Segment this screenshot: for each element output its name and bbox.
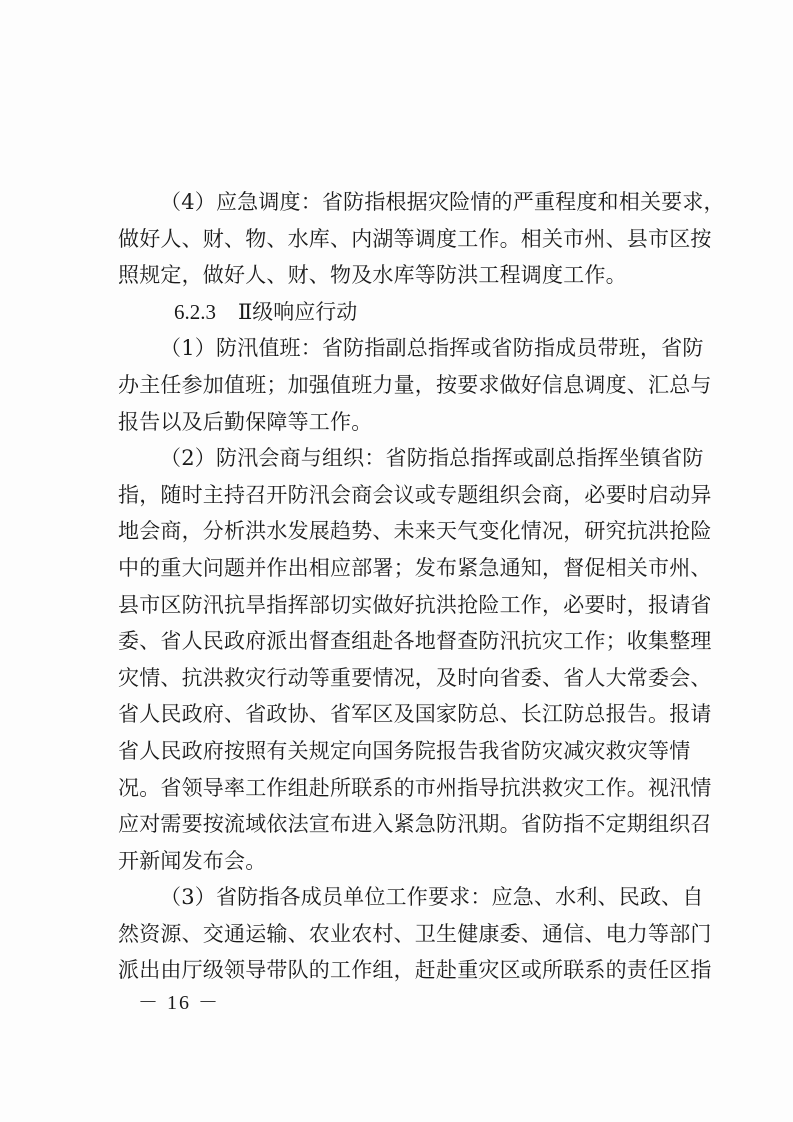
paragraph-line: 中的重大问题并作出相应部署；发布紧急通知，督促相关市州、 bbox=[118, 555, 712, 580]
paragraph-line: 照规定，做好人、财、物及水库等防洪工程调度工作。 bbox=[118, 263, 627, 288]
section-heading bbox=[118, 294, 688, 331]
paragraph-line: 况。省领导率工作组赴所联系的市州指导抗洪救灾工作。视汛情 bbox=[118, 775, 712, 800]
paragraph-line: 办主任参加值班；加强值班力量，按要求做好信息调度、汇总与 bbox=[118, 372, 712, 397]
page-number: － 16 － bbox=[138, 992, 220, 1014]
paragraph-line: 报告以及后勤保障等工作。 bbox=[118, 409, 373, 434]
document-body bbox=[118, 184, 725, 989]
paragraph-line: （1）防汛值班：省防指副总指挥或省防指成员带班，省防 bbox=[160, 336, 704, 361]
paragraph-line: 指，随时主持召开防汛会商会议或专题组织会商，必要时启动异 bbox=[118, 482, 712, 507]
paragraph-line: 地会商，分析洪水发展趋势、未来天气变化情况，研究抗洪抢险 bbox=[118, 519, 712, 544]
paragraph-line: （4）应急调度：省防指根据灾险情的严重程度和相关要求， bbox=[160, 190, 725, 214]
paragraph-line: 然资源、交通运输、农业农村、卫生健康委、通信、电力等部门 bbox=[118, 921, 712, 946]
section-number: 6.2.3 bbox=[174, 299, 216, 324]
paragraph-line: 省人民政府、省政协、省军区及国家防总、长江防总报告。报请 bbox=[118, 702, 712, 727]
paragraph-line: 灾情、抗洪救灾行动等重要情况，及时向省委、省人大常委会、 bbox=[118, 665, 712, 690]
section-title: Ⅱ级响应行动 bbox=[238, 299, 358, 324]
paragraph-line: 开新闻发布会。 bbox=[118, 848, 267, 873]
paragraph-line: 省人民政府按照有关规定向国务院报告我省防灾减灾救灾等情 bbox=[118, 738, 691, 763]
paragraph-line: 县市区防汛抗旱指挥部切实做好抗洪抢险工作，必要时，报请省 bbox=[118, 592, 712, 617]
paragraph-line: （2）防汛会商与组织：省防指总指挥或副总指挥坐镇省防 bbox=[160, 446, 704, 471]
paragraph-line: 委、省人民政府派出督查组赴各地督查防汛抗灾工作；收集整理 bbox=[118, 629, 712, 654]
paragraph-line: 派出由厅级领导带队的工作组，赶赴重灾区或所联系的责任区指 bbox=[118, 958, 712, 983]
paragraph-line: 应对需要按流域依法宣布进入紧急防汛期。省防指不定期组织召 bbox=[118, 812, 712, 837]
paragraph-line: 做好人、财、物、水库、内湖等调度工作。相关市州、县市区按 bbox=[118, 226, 712, 251]
paragraph-line: （3）省防指各成员单位工作要求：应急、水利、民政、自 bbox=[160, 885, 704, 910]
